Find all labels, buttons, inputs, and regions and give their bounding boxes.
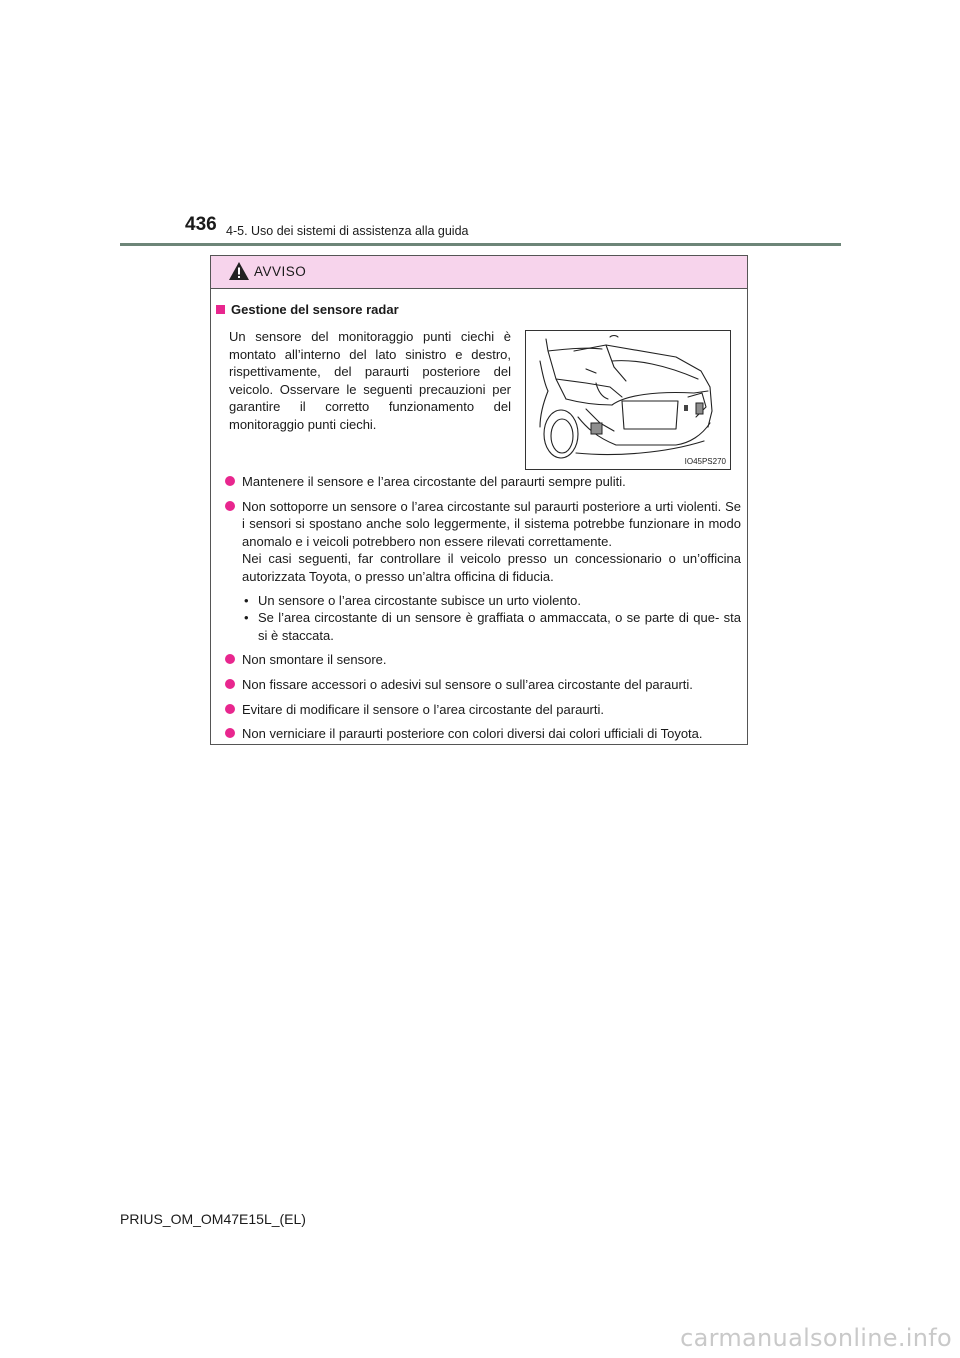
- list-item: [221, 651, 741, 669]
- list-item: [221, 498, 741, 645]
- precaution-list: [221, 473, 741, 750]
- list-item: [221, 473, 741, 491]
- sub-list: [242, 592, 741, 645]
- header-rule: [120, 243, 841, 246]
- subsection-heading: [216, 302, 399, 317]
- bullet-text: Non sottoporre un sensore o l’area circostante sul paraurti posteriore a urti violenti. Se i sensori si spostano anche solo leggermente, il sistema potrebbe funzionare in modo anomalo e i veicoli potrebbero non essere rilevati correttamente.: [242, 498, 741, 549]
- car-rear-illustration: [525, 330, 731, 470]
- bullet-text: Non smontare il sensore.: [242, 652, 387, 668]
- bullet-dot-icon: [225, 654, 235, 664]
- square-marker-icon: [216, 305, 225, 314]
- bullet-dot-icon: [225, 728, 235, 738]
- page-number: 436: [185, 214, 217, 235]
- bullet-text: Non verniciare il paraurti posteriore con colori diversi dai colori ufficiali di Toyota.: [242, 726, 703, 742]
- bullet-extra-text: Nei casi seguenti, far controllare il veicolo presso un concessionario o un’officina autorizzata Toyota, o presso un’altra officina di fiducia.: [242, 551, 741, 584]
- figure-code: IO45PS270: [684, 457, 726, 466]
- sub-list-item: [242, 609, 741, 644]
- sub-item-text: Se l’area circostante di un sensore è graffiata o ammaccata, o se parte di que- sta si è staccata.: [258, 610, 741, 643]
- sub-list-item: [242, 592, 741, 610]
- footer-doc-code: PRIUS_OM_OM47E15L_(EL): [120, 1211, 306, 1227]
- intro-paragraph: Un sensore del monitoraggio punti ciechi è montato all’interno del lato sinistro e destro, rispettivamente, del paraurti posteriore del veicolo. Osservare le seguenti precauzioni per garantire il corretto funzionamento del monitoraggio punti ciechi.: [229, 329, 511, 432]
- bullet-dot-icon: [225, 679, 235, 689]
- list-item: [221, 676, 741, 694]
- watermark: carmanualsonline.info: [680, 1324, 952, 1352]
- bullet-text: Non fissare accessori o adesivi sul sensore o sull’area circostante del paraurti.: [242, 676, 693, 692]
- bullet-dot-icon: [225, 501, 235, 511]
- sub-bullet-marker: •: [244, 610, 249, 626]
- bullet-dot-icon: [225, 476, 235, 486]
- list-item: [221, 725, 741, 743]
- warning-header: [211, 256, 747, 289]
- section-title: 4-5. Uso dei sistemi di assistenza alla guida: [226, 224, 469, 238]
- bullet-text: Mantenere il sensore e l’area circostante del paraurti sempre puliti.: [242, 474, 626, 489]
- subsection-title: Gestione del sensore radar: [231, 302, 399, 317]
- bullet-dot-icon: [225, 704, 235, 714]
- list-item: [221, 701, 741, 719]
- car-rear-bumper-drawing: [526, 331, 730, 469]
- warning-triangle-icon: [228, 261, 250, 281]
- sub-bullet-marker: •: [244, 592, 249, 608]
- warning-box: [210, 255, 748, 745]
- warning-title: AVVISO: [254, 264, 307, 279]
- sub-item-text: Un sensore o l’area circostante subisce un urto violento.: [258, 592, 582, 608]
- bullet-text: Evitare di modificare il sensore o l’area circostante del paraurti.: [242, 701, 605, 717]
